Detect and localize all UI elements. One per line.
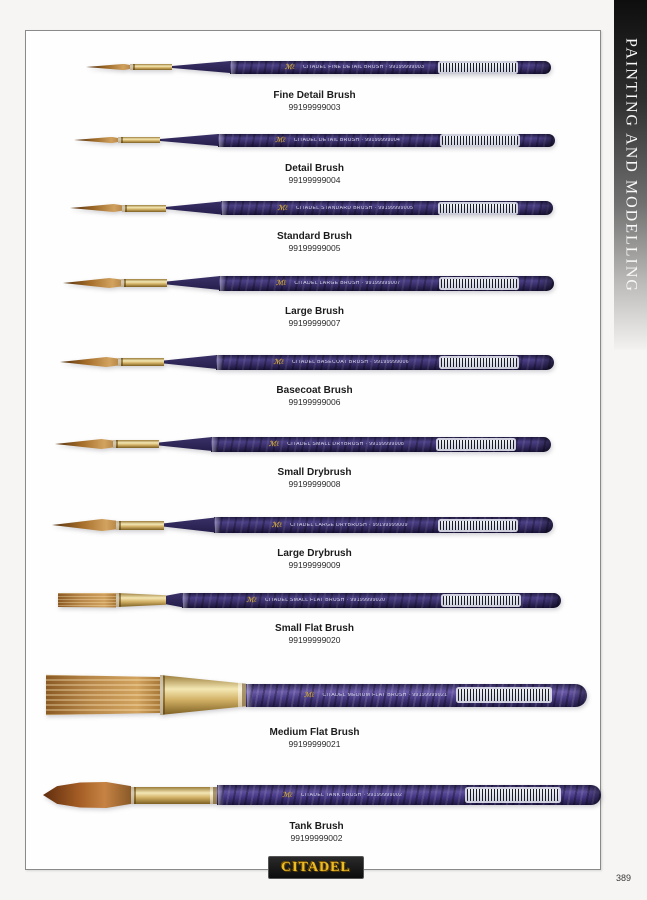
brush-ferrule-icon (113, 440, 159, 448)
brush-row (30, 125, 599, 186)
brush-code: 99199999009 (288, 560, 341, 570)
handle-print-text: CITADEL MEDIUM FLAT BRUSH · 99199999021 (322, 692, 448, 698)
brush-code: 99199999004 (288, 175, 341, 185)
brush-photo (30, 671, 599, 719)
brush-neck-icon (167, 276, 219, 291)
brush-bristles-icon (43, 782, 131, 808)
brush-photo (30, 193, 599, 223)
brush-label (30, 385, 599, 408)
gold-script-flourish-icon: ℳℓ (284, 62, 296, 71)
handle-print-text: CITADEL TANK BRUSH · 99199999002 (300, 792, 403, 798)
brush-ferrule-icon (116, 593, 166, 607)
handle-print-text: CITADEL FINE DETAIL BRUSH · 99199999003 (303, 64, 425, 70)
brush-photo (30, 777, 603, 813)
brush-bristles-icon (86, 64, 130, 71)
brush-name: Small Flat Brush (275, 623, 354, 634)
brush-label (30, 163, 599, 186)
brush-code: 99199999006 (288, 397, 341, 407)
gold-script-flourish-icon: ℳℓ (282, 790, 293, 799)
brush-name: Large Drybrush (277, 548, 352, 559)
barcode-icon (440, 204, 516, 213)
barcode-icon (467, 789, 559, 801)
brush-photo (30, 347, 599, 377)
brush-row (30, 777, 603, 844)
brush-handle (218, 134, 555, 147)
brush-code: 99199999002 (290, 833, 343, 843)
barcode-icon (442, 136, 518, 145)
brush-label (30, 548, 599, 571)
brush-code: 99199999008 (288, 479, 341, 489)
brush-ferrule-icon (130, 64, 172, 70)
brush-ferrule-icon (118, 137, 160, 143)
brush-label (30, 623, 599, 646)
brush-code: 99199999007 (288, 318, 341, 328)
brush-name: Detail Brush (285, 163, 344, 174)
brush-bristles-icon (58, 593, 116, 608)
brush-neck-icon (166, 593, 182, 608)
brush-handle (216, 355, 554, 370)
barcode-icon (443, 596, 519, 605)
brush-handle (211, 437, 551, 452)
brush-handle (230, 61, 551, 74)
brush-handle (219, 276, 554, 291)
brush-bristles-icon (60, 357, 118, 368)
brush-neck-icon (172, 61, 230, 74)
brush-label (30, 231, 599, 254)
brush-bristles-icon (52, 519, 116, 532)
brush-bristles-icon (63, 278, 121, 289)
brush-name: Basecoat Brush (276, 385, 353, 396)
brush-row (30, 585, 599, 646)
barcode-icon (458, 689, 550, 701)
handle-print-text: CITADEL SMALL FLAT BRUSH · 99199999020 (264, 597, 386, 603)
barcode-icon (441, 358, 517, 367)
brush-row (30, 347, 599, 408)
gold-script-flourish-icon: ℳℓ (271, 520, 283, 529)
handle-print-text: CITADEL LARGE DRYBRUSH · 99199999009 (290, 522, 408, 528)
brush-neck-icon (164, 355, 216, 370)
brush-code: 99199999020 (288, 635, 341, 645)
brush-ferrule-icon (118, 358, 164, 366)
brush-name: Large Brush (285, 306, 344, 317)
brush-ferrule-icon (160, 675, 246, 715)
brush-name: Standard Brush (276, 231, 352, 242)
handle-print-text: CITADEL SMALL DRYBRUSH · 99199999008 (287, 441, 405, 447)
barcode-icon (441, 279, 517, 288)
brush-label (30, 90, 599, 113)
gold-script-flourish-icon: ℳℓ (246, 595, 257, 604)
brush-neck-icon (160, 134, 218, 147)
handle-print-text: CITADEL BASECOAT BRUSH · 99199999006 (291, 359, 409, 365)
brush-row (30, 193, 599, 254)
handle-print-text: CITADEL DETAIL BRUSH · 99199999004 (293, 137, 401, 143)
gold-script-flourish-icon: ℳℓ (275, 278, 287, 287)
brush-name: Tank Brush (289, 821, 344, 832)
brush-handle (182, 593, 561, 608)
brush-bristles-icon (46, 674, 160, 716)
section-title: PAINTING AND MODELLING (622, 38, 640, 293)
brush-bristles-icon (74, 137, 118, 144)
brush-photo (30, 429, 599, 459)
brush-ferrule-icon (131, 787, 217, 804)
brush-row (30, 52, 599, 113)
gold-script-flourish-icon: ℳℓ (275, 135, 286, 144)
brush-photo (30, 585, 599, 615)
brush-row (30, 510, 599, 571)
brush-label (30, 467, 599, 490)
brush-photo (30, 510, 599, 540)
page-number: 389 (615, 873, 631, 883)
brush-code: 99199999021 (288, 739, 341, 749)
gold-script-flourish-icon: ℳℓ (273, 357, 284, 366)
brush-label (30, 821, 603, 844)
brush-handle (214, 517, 553, 533)
brush-name: Fine Detail Brush (273, 90, 356, 101)
brush-row (30, 429, 599, 490)
section-sidebar (614, 0, 647, 350)
brush-label (30, 727, 599, 750)
brush-handle (217, 785, 601, 805)
brush-neck-icon (166, 201, 221, 215)
brush-label (30, 306, 599, 329)
brush-neck-icon (164, 517, 214, 533)
brush-bristles-icon (70, 204, 122, 213)
handle-print-text: CITADEL STANDARD BRUSH · 99199999005 (295, 205, 414, 211)
brush-neck-icon (159, 437, 211, 452)
brush-photo (30, 268, 599, 298)
brush-handle (221, 201, 553, 215)
brush-handle (246, 684, 587, 707)
brush-photo (30, 125, 599, 155)
gold-script-flourish-icon: ℳℓ (277, 203, 288, 212)
gold-script-flourish-icon: ℳℓ (303, 690, 315, 699)
brush-row (30, 268, 599, 329)
brush-photo (30, 52, 599, 82)
brush-bristles-icon (55, 439, 113, 450)
citadel-logo: CITADEL (268, 856, 364, 879)
brush-ferrule-icon (116, 521, 164, 530)
brush-name: Small Drybrush (277, 467, 352, 478)
brush-ferrule-icon (122, 205, 166, 212)
brush-code: 99199999005 (288, 243, 341, 253)
gold-script-flourish-icon: ℳℓ (268, 439, 280, 448)
brush-code: 99199999003 (288, 102, 341, 112)
handle-print-text: CITADEL LARGE BRUSH · 99199999007 (294, 280, 401, 286)
barcode-icon (440, 63, 516, 72)
barcode-icon (438, 440, 514, 449)
brush-row (30, 671, 599, 750)
brush-ferrule-icon (121, 279, 167, 287)
brush-name: Medium Flat Brush (269, 727, 360, 738)
barcode-icon (440, 521, 516, 530)
